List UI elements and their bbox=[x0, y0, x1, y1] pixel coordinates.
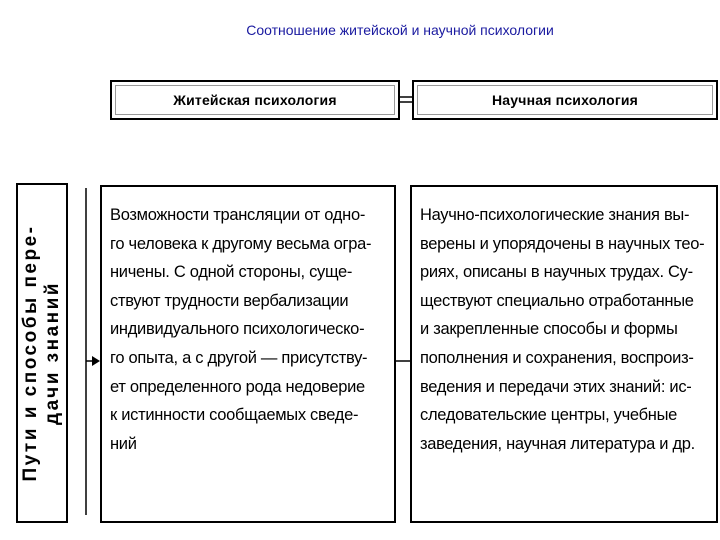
side-label-line-1: Пути и способы пере- bbox=[20, 224, 41, 482]
text-line: Научно-психологические знания вы- bbox=[420, 206, 690, 224]
side-label-box bbox=[16, 183, 68, 523]
text-line: заведения, научная литература и др. bbox=[420, 434, 695, 453]
text-line: Возможности трансляции от одно- bbox=[110, 206, 366, 224]
header-everyday-psychology-label: Житейская психология bbox=[173, 92, 337, 108]
slide-title: Соотношение житейской и научной психологии bbox=[246, 22, 554, 38]
text-line: ведения и передачи этих знаний: ис- bbox=[420, 377, 692, 396]
text-line: следовательские центры, учебные bbox=[420, 406, 678, 425]
text-line: к истинности сообщаемых сведе- bbox=[110, 406, 359, 425]
side-label-text bbox=[20, 193, 64, 513]
text-line: риях, описаны в научных трудах. Су- bbox=[420, 263, 693, 282]
text-line: пополнения и сохранения, воспроиз- bbox=[420, 348, 694, 367]
text-line: го человека к другому весьма огра- bbox=[110, 234, 372, 253]
text-line: и закрепленные способы и формы bbox=[420, 320, 678, 339]
side-label-line-2: дачи знаний bbox=[42, 281, 63, 425]
text-line: ет определенного рода недоверие bbox=[110, 377, 365, 396]
text-line: верены и упорядочены в научных тео- bbox=[420, 234, 705, 253]
text-line: ствуют трудности вербализации bbox=[110, 291, 349, 310]
text-line: ничены. С одной стороны, суще- bbox=[110, 263, 353, 282]
text-line: го опыта, а с другой — присутству- bbox=[110, 348, 368, 367]
everyday-psychology-description bbox=[100, 185, 396, 523]
header-scientific-psychology-label: Научная психология bbox=[491, 92, 639, 108]
text-line: индивидуального психологическо- bbox=[110, 320, 365, 339]
text-line: ний bbox=[110, 434, 137, 453]
text-line: ществуют специально отработанные bbox=[420, 291, 694, 310]
scientific-psychology-description bbox=[410, 185, 718, 523]
